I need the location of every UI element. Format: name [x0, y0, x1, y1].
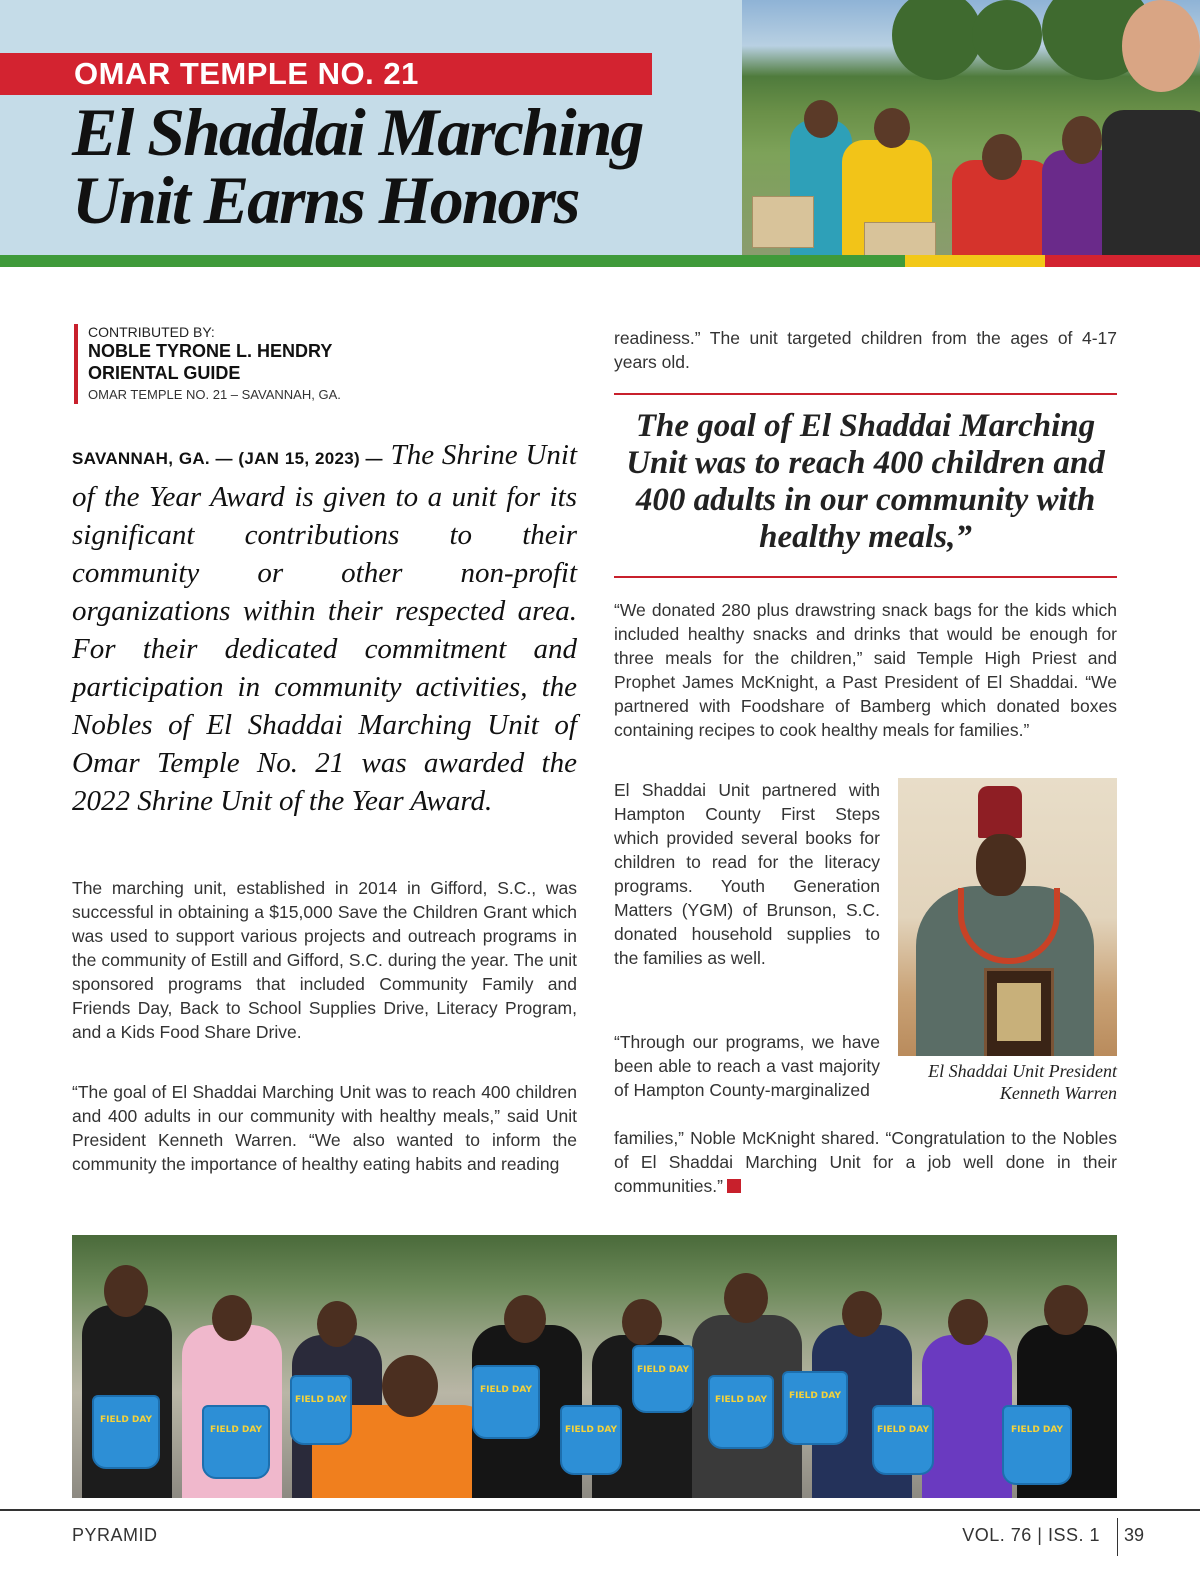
byline-name: NOBLE TYRONE L. HENDRY [88, 341, 333, 361]
photo-head [724, 1273, 768, 1323]
photo-head [622, 1299, 662, 1345]
photo-head [948, 1299, 988, 1345]
caption-line: Kenneth Warren [999, 1083, 1117, 1103]
byline [74, 324, 418, 404]
photo-plaque [984, 968, 1054, 1056]
photo-head [504, 1295, 546, 1343]
pullquote: The goal of El Shaddai Marching Unit was to reach 400 children and 400 adults in our community with healthy meals,” [626, 408, 1105, 555]
photo-tree [892, 0, 982, 80]
kicker: OMAR TEMPLE NO. 21 [74, 56, 419, 91]
body-paragraph: “The goal of El Shaddai Marching Unit was to reach 400 children and 400 adults in our community with healthy meals,” said Unit President Kenneth Warren. “We also wanted to inform the community the importance of healthy eating habits and reading [72, 1082, 577, 1174]
headline-line: El Shaddai Marching [72, 94, 643, 170]
byline-org: OMAR TEMPLE NO. 21 – SAVANNAH, GA. [88, 387, 341, 402]
photo-head [804, 100, 838, 138]
photo-head [1044, 1285, 1088, 1335]
photo-person [922, 1335, 1012, 1498]
field-day-bag [290, 1375, 352, 1445]
byline-label: CONTRIBUTED BY: [88, 324, 215, 340]
photo-head [1062, 116, 1102, 164]
field-day-bag [1002, 1405, 1072, 1485]
byline-title: ORIENTAL GUIDE [88, 363, 241, 383]
field-day-bag [632, 1345, 694, 1413]
photo-head [982, 134, 1022, 180]
portrait-caption [898, 1060, 1117, 1104]
photo-head [874, 108, 910, 148]
footer-publication: PYRAMID [72, 1525, 158, 1545]
lead-text: The Shrine Unit of the Year Award is given to a unit for its significant contributions to their community or other non-profit organizations within their respected area. For their dedicated commitment and participation in community activities, the Nobles of El Shaddai Marching Unit of Omar Temple No. 21 was awarded the 2022 Shrine Unit of the Year Award. [72, 439, 578, 817]
end-mark-icon [727, 1179, 741, 1193]
lead-paragraph [72, 436, 577, 820]
footer-volume: VOL. 76 | ISS. 1 [962, 1525, 1100, 1545]
body-paragraph: “We donated 280 plus drawstring snack bags for the kids which included healthy snacks and drinks that would be enough for three meals for the children,” said Temple High Priest and Prophet James McKnight, a Past President of El Shaddai. “We partnered with Foodshare of Bamberg which donated boxes containing recipes to cook healthy meals for families.” [614, 600, 1117, 740]
page-number: 39 [1124, 1525, 1145, 1545]
photo-head [104, 1265, 148, 1317]
photo-head [1122, 0, 1200, 92]
body-paragraph: “Through our programs, we have been able to reach a vast majority of Hampton County-marginalized [614, 1032, 880, 1100]
caption-line: El Shaddai Unit President [928, 1061, 1117, 1081]
field-day-bag [872, 1405, 934, 1475]
field-day-bag [560, 1405, 622, 1475]
body-paragraph [614, 1126, 1117, 1198]
photo-box [864, 222, 936, 255]
field-day-bag [708, 1375, 774, 1449]
group-photo [72, 1235, 1117, 1498]
photo-face [976, 834, 1026, 896]
field-day-bag [202, 1405, 270, 1479]
header-photo [742, 0, 1200, 255]
color-bar-yellow [905, 255, 1045, 267]
photo-fez [978, 786, 1022, 838]
pullquote-rule-top [614, 393, 1117, 395]
photo-person [1102, 110, 1200, 255]
dateline: SAVANNAH, GA. — (JAN 15, 2023) — [72, 449, 383, 468]
photo-head [842, 1291, 882, 1337]
body-paragraph: The marching unit, established in 2014 in Gifford, S.C., was successful in obtaining a $15,000 Save the Children Grant which was used to support various projects and outreach programs in the community of Estill and Gifford, S.C. during the year. The unit sponsored programs that included Community Family and Friends Day, Back to School Supplies Drive, Literacy Program, and a Kids Food Share Drive. [72, 878, 577, 1042]
field-day-bag [782, 1371, 848, 1445]
photo-tree [972, 0, 1042, 70]
footer-separator [1117, 1518, 1118, 1556]
photo-head [212, 1295, 252, 1341]
pullquote-rule-bottom [614, 576, 1117, 578]
photo-box [752, 196, 814, 248]
color-bar-red [1045, 255, 1200, 267]
photo-head [382, 1355, 438, 1417]
field-day-bag [472, 1365, 540, 1439]
body-paragraph: readiness.” The unit targeted children from the ages of 4-17 years old. [614, 328, 1117, 372]
portrait-photo [898, 778, 1117, 1056]
headline [72, 94, 752, 238]
body-paragraph: El Shaddai Unit partnered with Hampton County First Steps which provided several books for children to read for the literacy programs. Youth Generation Matters (YGM) of Brunson, S.C. donated household supplies to the families as well. [614, 780, 880, 968]
closing-text: families,” Noble McKnight shared. “Congratulation to the Nobles of El Shaddai Marching Unit for a job well done in their communities.” [614, 1128, 1117, 1196]
color-bar-green [0, 255, 905, 267]
footer-rule [0, 1509, 1200, 1511]
photo-head [317, 1301, 357, 1347]
field-day-bag [92, 1395, 160, 1469]
headline-line: Unit Earns Honors [72, 162, 579, 238]
